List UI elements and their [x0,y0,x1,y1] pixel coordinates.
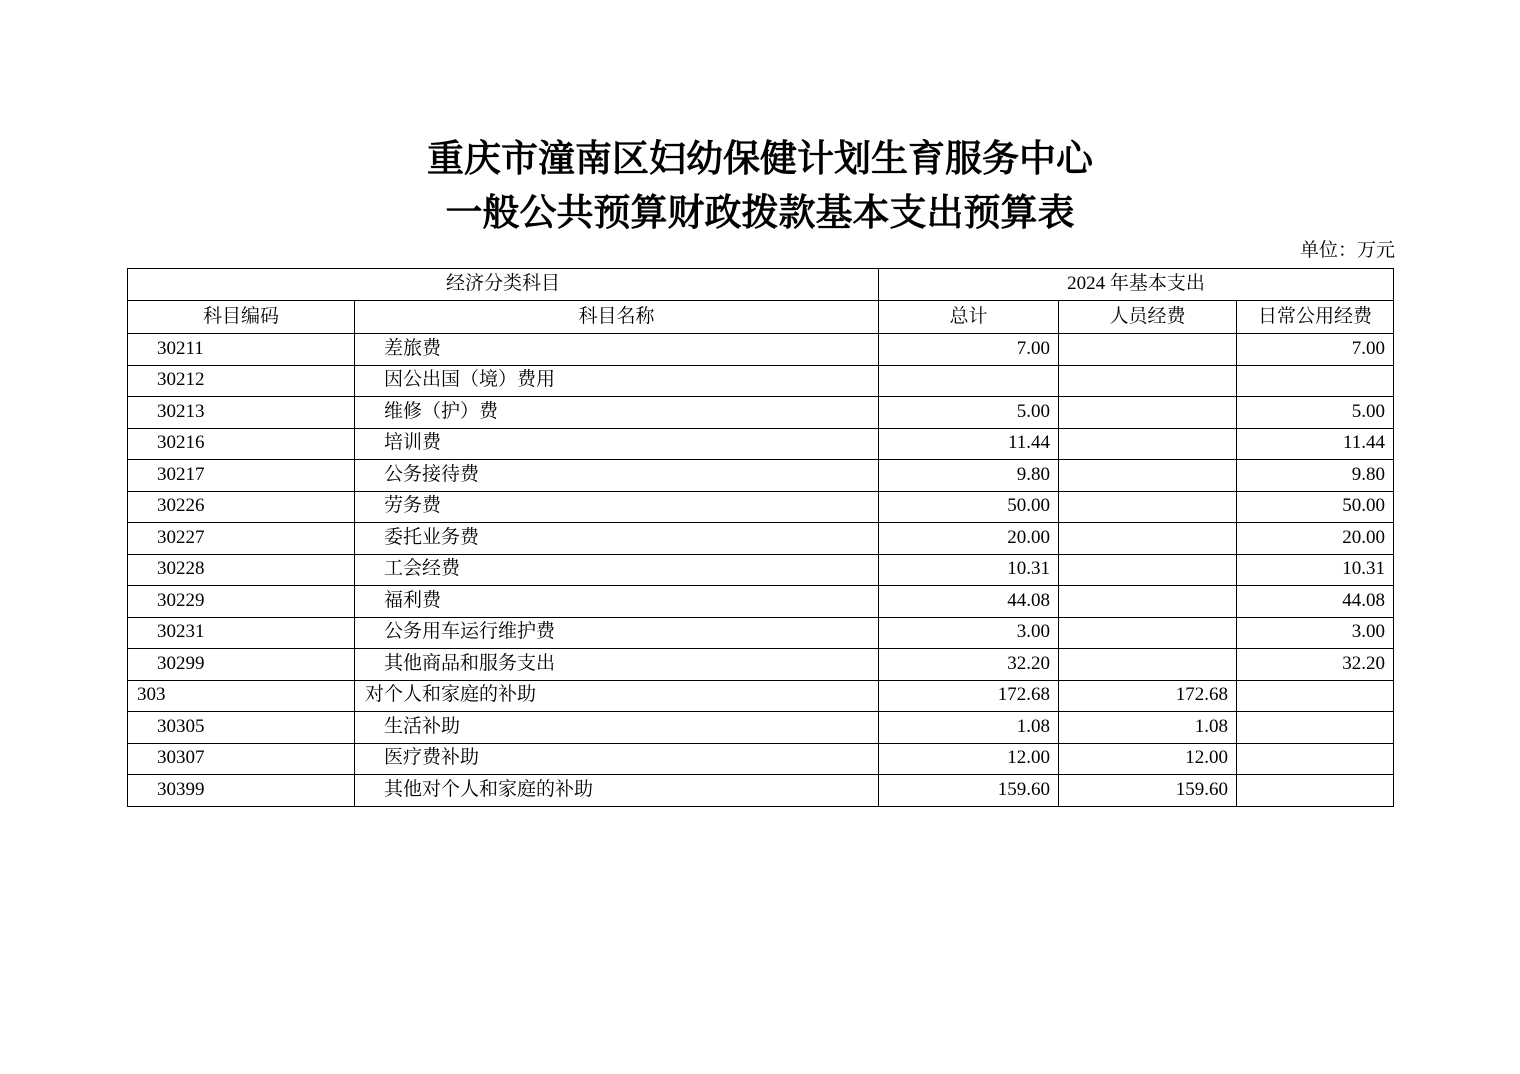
subject-name-cell: 对个人和家庭的补助 [355,680,879,712]
total-value-cell [879,365,1059,397]
daily-public-value-cell [1237,743,1394,775]
subject-name-cell: 维修（护）费 [355,397,879,429]
total-value-cell: 12.00 [879,743,1059,775]
subject-name-cell: 其他商品和服务支出 [355,649,879,681]
col-header-subject-code: 科目编码 [128,301,355,334]
subject-code-cell: 30305 [128,712,355,744]
basic-expenditure-group-header: 2024 年基本支出 [879,269,1394,301]
personnel-value-cell [1059,365,1237,397]
table-row [128,554,1394,586]
table-row [128,334,1394,366]
personnel-value-cell [1059,397,1237,429]
subject-code-cell: 30216 [128,428,355,460]
daily-public-value-cell: 3.00 [1237,617,1394,649]
table-row [128,428,1394,460]
subject-code-cell: 30217 [128,460,355,492]
daily-public-value-cell [1237,712,1394,744]
total-value-cell: 5.00 [879,397,1059,429]
daily-public-value-cell: 5.00 [1237,397,1394,429]
subject-code-cell: 30226 [128,491,355,523]
subject-name-cell: 公务用车运行维护费 [355,617,879,649]
total-value-cell: 50.00 [879,491,1059,523]
table-row [128,775,1394,807]
subject-name-cell: 工会经费 [355,554,879,586]
table-column-header-row [128,301,1394,334]
subject-name-cell: 因公出国（境）费用 [355,365,879,397]
total-value-cell: 1.08 [879,712,1059,744]
total-value-cell: 10.31 [879,554,1059,586]
col-header-subject-name: 科目名称 [355,301,879,334]
subject-name-cell: 公务接待费 [355,460,879,492]
subject-code-cell: 30231 [128,617,355,649]
subject-code-cell: 30299 [128,649,355,681]
personnel-value-cell: 159.60 [1059,775,1237,807]
personnel-value-cell: 12.00 [1059,743,1237,775]
page-subtitle: 一般公共预算财政拨款基本支出预算表 [445,193,1075,234]
table-row [128,523,1394,555]
table-group-header-row [128,269,1394,301]
unit-note: 单位：万元 [1299,240,1395,261]
subject-name-cell: 差旅费 [355,334,879,366]
subject-code-cell: 30229 [128,586,355,618]
table-row [128,649,1394,681]
table-row [128,460,1394,492]
personnel-value-cell [1059,523,1237,555]
total-value-cell: 172.68 [879,680,1059,712]
daily-public-value-cell: 11.44 [1237,428,1394,460]
personnel-value-cell [1059,334,1237,366]
daily-public-value-cell: 32.20 [1237,649,1394,681]
total-value-cell: 159.60 [879,775,1059,807]
personnel-value-cell [1059,617,1237,649]
table-row [128,712,1394,744]
personnel-value-cell [1059,586,1237,618]
daily-public-value-cell: 9.80 [1237,460,1394,492]
personnel-value-cell [1059,649,1237,681]
table-row [128,680,1394,712]
personnel-value-cell [1059,554,1237,586]
total-value-cell: 9.80 [879,460,1059,492]
subject-name-cell: 委托业务费 [355,523,879,555]
total-value-cell: 11.44 [879,428,1059,460]
personnel-value-cell: 172.68 [1059,680,1237,712]
economic-classification-group-header: 经济分类科目 [128,269,879,301]
subject-name-cell: 培训费 [355,428,879,460]
total-value-cell: 20.00 [879,523,1059,555]
col-header-daily-public: 日常公用经费 [1237,301,1394,334]
subject-code-cell: 30212 [128,365,355,397]
subject-code-cell: 30399 [128,775,355,807]
table-row [128,586,1394,618]
budget-table [127,268,1394,807]
total-value-cell: 44.08 [879,586,1059,618]
col-header-personnel: 人员经费 [1059,301,1237,334]
table-row [128,617,1394,649]
total-value-cell: 7.00 [879,334,1059,366]
subject-name-cell: 劳务费 [355,491,879,523]
subject-code-cell: 30228 [128,554,355,586]
table-body [128,334,1394,807]
table-row [128,743,1394,775]
daily-public-value-cell: 20.00 [1237,523,1394,555]
subject-name-cell: 医疗费补助 [355,743,879,775]
daily-public-value-cell [1237,365,1394,397]
daily-public-value-cell: 10.31 [1237,554,1394,586]
subject-code-cell: 303 [128,680,355,712]
table-row [128,491,1394,523]
subject-name-cell: 生活补助 [355,712,879,744]
subject-code-cell: 30307 [128,743,355,775]
personnel-value-cell [1059,428,1237,460]
personnel-value-cell: 1.08 [1059,712,1237,744]
table-row [128,365,1394,397]
subject-name-cell: 其他对个人和家庭的补助 [355,775,879,807]
page-title: 重庆市潼南区妇幼保健计划生育服务中心 [427,139,1093,180]
subject-name-cell: 福利费 [355,586,879,618]
daily-public-value-cell [1237,775,1394,807]
table-row [128,397,1394,429]
daily-public-value-cell [1237,680,1394,712]
daily-public-value-cell: 50.00 [1237,491,1394,523]
personnel-value-cell [1059,491,1237,523]
total-value-cell: 3.00 [879,617,1059,649]
subject-code-cell: 30213 [128,397,355,429]
subject-code-cell: 30211 [128,334,355,366]
subject-code-cell: 30227 [128,523,355,555]
daily-public-value-cell: 7.00 [1237,334,1394,366]
total-value-cell: 32.20 [879,649,1059,681]
personnel-value-cell [1059,460,1237,492]
col-header-total: 总计 [879,301,1059,334]
daily-public-value-cell: 44.08 [1237,586,1394,618]
